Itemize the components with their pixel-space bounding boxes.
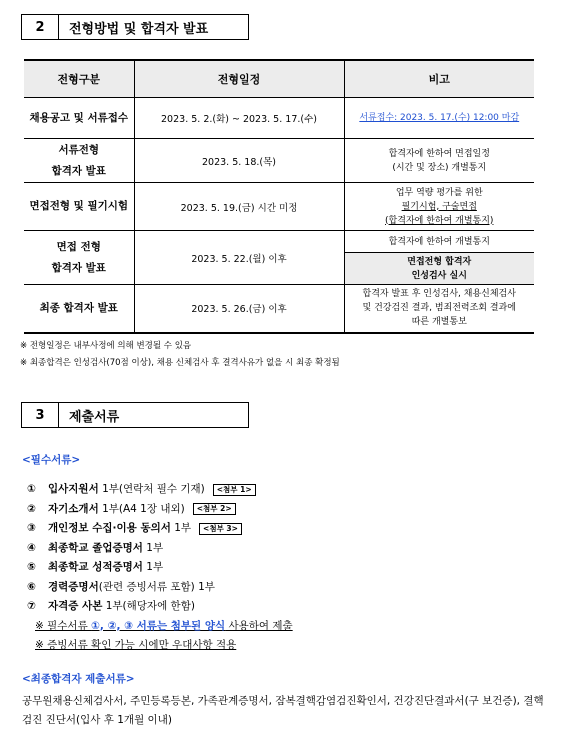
doc-detail: (관련 증빙서류 포함) 1부 <box>98 580 215 593</box>
item-number: ② <box>27 502 36 515</box>
note-line: 합격자에 한하여 면접일정 <box>388 148 490 159</box>
note-line: 면접전형 합격자 <box>407 256 472 267</box>
item-number: ① <box>27 483 36 495</box>
header-cell: 전형구분 <box>24 60 134 98</box>
stage-cell: 최종 합격자 발표 <box>24 285 134 333</box>
attachment-tag: <첨부 1> <box>213 484 256 496</box>
doc-detail: 1부 <box>174 522 192 534</box>
note-cell: 합격자에 한하여 개별통지 <box>344 231 534 253</box>
attachment-tag: <첨부 2> <box>193 503 236 515</box>
deadline-link[interactable]: 서류접수: 2023. 5. 17.(수) 12:00 마감 <box>359 113 520 123</box>
doc-detail: 1부(연락처 필수 기재) <box>102 483 205 495</box>
date-cell: 2023. 5. 19.(금) 시간 미정 <box>134 183 344 231</box>
section-title: 전형방법 및 합격자 발표 <box>69 21 209 37</box>
note-line: 따른 개별통보 <box>411 317 467 328</box>
note-text: 사용하여 제출 <box>225 619 293 632</box>
note-line: 업무 역량 평가를 위한 <box>395 187 483 198</box>
stage-line: 합격자 발표 <box>51 164 106 177</box>
note-cell-highlight <box>344 253 534 285</box>
table-row <box>24 183 534 231</box>
header-cell: 비고 <box>344 60 534 98</box>
required-docs-list <box>27 480 293 656</box>
stage-cell <box>24 139 134 183</box>
stage-line: 서류전형 <box>58 143 100 156</box>
list-item <box>27 480 293 500</box>
item-number: ⑤ <box>27 561 36 573</box>
note-line: 필기시험, 구술면접 <box>401 201 477 212</box>
table-row <box>24 285 534 333</box>
date-cell: 2023. 5. 22.(월) 이후 <box>134 231 344 285</box>
note-text: ※ 필수서류 <box>35 619 92 632</box>
stage-cell <box>24 231 134 285</box>
section-2-heading <box>21 14 249 40</box>
list-item <box>27 500 293 520</box>
list-item <box>27 578 293 598</box>
note-line: (시간 및 장소) 개별통지 <box>392 162 487 173</box>
note-line: 인성검사 실시 <box>411 270 467 281</box>
attachment-note <box>27 617 293 637</box>
final-docs-heading: <최종합격자 제출서류> <box>22 673 135 685</box>
note-cell <box>344 98 534 139</box>
item-number: ④ <box>27 541 36 554</box>
doc-name: 경력증명서 <box>48 580 99 593</box>
required-docs-heading: <필수서류> <box>22 454 81 466</box>
doc-name: 자격증 사본 <box>48 600 103 612</box>
date-cell: 2023. 5. 18.(목) <box>134 139 344 183</box>
doc-detail: 1부(A4 1장 내외) <box>102 502 185 515</box>
evidence-note: ※ 증빙서류 확인 가능 시에만 우대사항 적용 <box>35 639 237 651</box>
doc-name: 최종학교 성적증명서 <box>48 561 143 573</box>
date-cell: 2023. 5. 26.(금) 이후 <box>134 285 344 333</box>
header-cell: 전형일정 <box>134 60 344 98</box>
doc-detail: 1부(해당자에 한함) <box>105 600 195 612</box>
item-number: ③ <box>27 522 36 534</box>
list-item <box>27 558 293 578</box>
schedule-notes <box>20 338 340 372</box>
list-item <box>27 519 293 539</box>
item-number: ⑦ <box>27 600 36 612</box>
note-line: ※ 최종합격은 인성검사(70점 이상), 채용 신체검사 후 결격사유가 없을 시 최종 확정됨 <box>20 358 340 368</box>
doc-name: 최종학교 졸업증명서 <box>48 541 143 554</box>
doc-name: 자기소개서 <box>48 502 99 515</box>
section-3-heading <box>21 402 249 428</box>
schedule-table <box>24 59 534 334</box>
final-docs-text: 공무원채용신체검사서, 주민등록등본, 가족관계증명서, 잠복결핵감염검진확인서, 건강진단결과서(구 보건증), 결핵검진 진단서(입사 후 1개월 이내) <box>22 695 544 726</box>
date-cell: 2023. 5. 2.(화) ~ 2023. 5. 17.(수) <box>134 98 344 139</box>
stage-line: 면접 전형 <box>56 240 101 253</box>
note-highlight: ①, ②, ③ 서류는 첨부된 양식 <box>91 619 226 632</box>
note-line: (합격자에 한하여 개별통지) <box>385 215 494 226</box>
attachment-tag: <첨부 3> <box>199 523 242 535</box>
doc-detail: 1부 <box>146 541 164 554</box>
table-row <box>24 139 534 183</box>
table-row <box>24 98 534 139</box>
note-cell <box>344 139 534 183</box>
note-cell <box>344 285 534 333</box>
section-number: 3 <box>22 403 59 427</box>
note-cell <box>344 183 534 231</box>
doc-name: 입사지원서 <box>48 483 99 495</box>
section-number: 2 <box>22 15 59 39</box>
doc-name: 개인정보 수집·이용 동의서 <box>48 522 171 534</box>
note-line: 합격자 발표 후 인성검사, 채용신체검사 <box>362 289 516 300</box>
section-title: 제출서류 <box>69 409 120 425</box>
item-number: ⑥ <box>27 580 36 593</box>
note-line: 및 건강검진 결과, 범죄전력조회 결과에 <box>362 303 516 314</box>
list-item <box>27 597 293 617</box>
table-header-row <box>24 60 534 98</box>
doc-detail: 1부 <box>146 561 164 573</box>
note-line: ※ 전형일정은 내부사정에 의해 변경될 수 있음 <box>20 341 192 351</box>
stage-cell: 면접전형 및 필기시험 <box>24 183 134 231</box>
stage-cell: 채용공고 및 서류접수 <box>24 98 134 139</box>
stage-line: 합격자 발표 <box>51 261 106 274</box>
list-item <box>27 539 293 559</box>
table-row <box>24 231 534 253</box>
